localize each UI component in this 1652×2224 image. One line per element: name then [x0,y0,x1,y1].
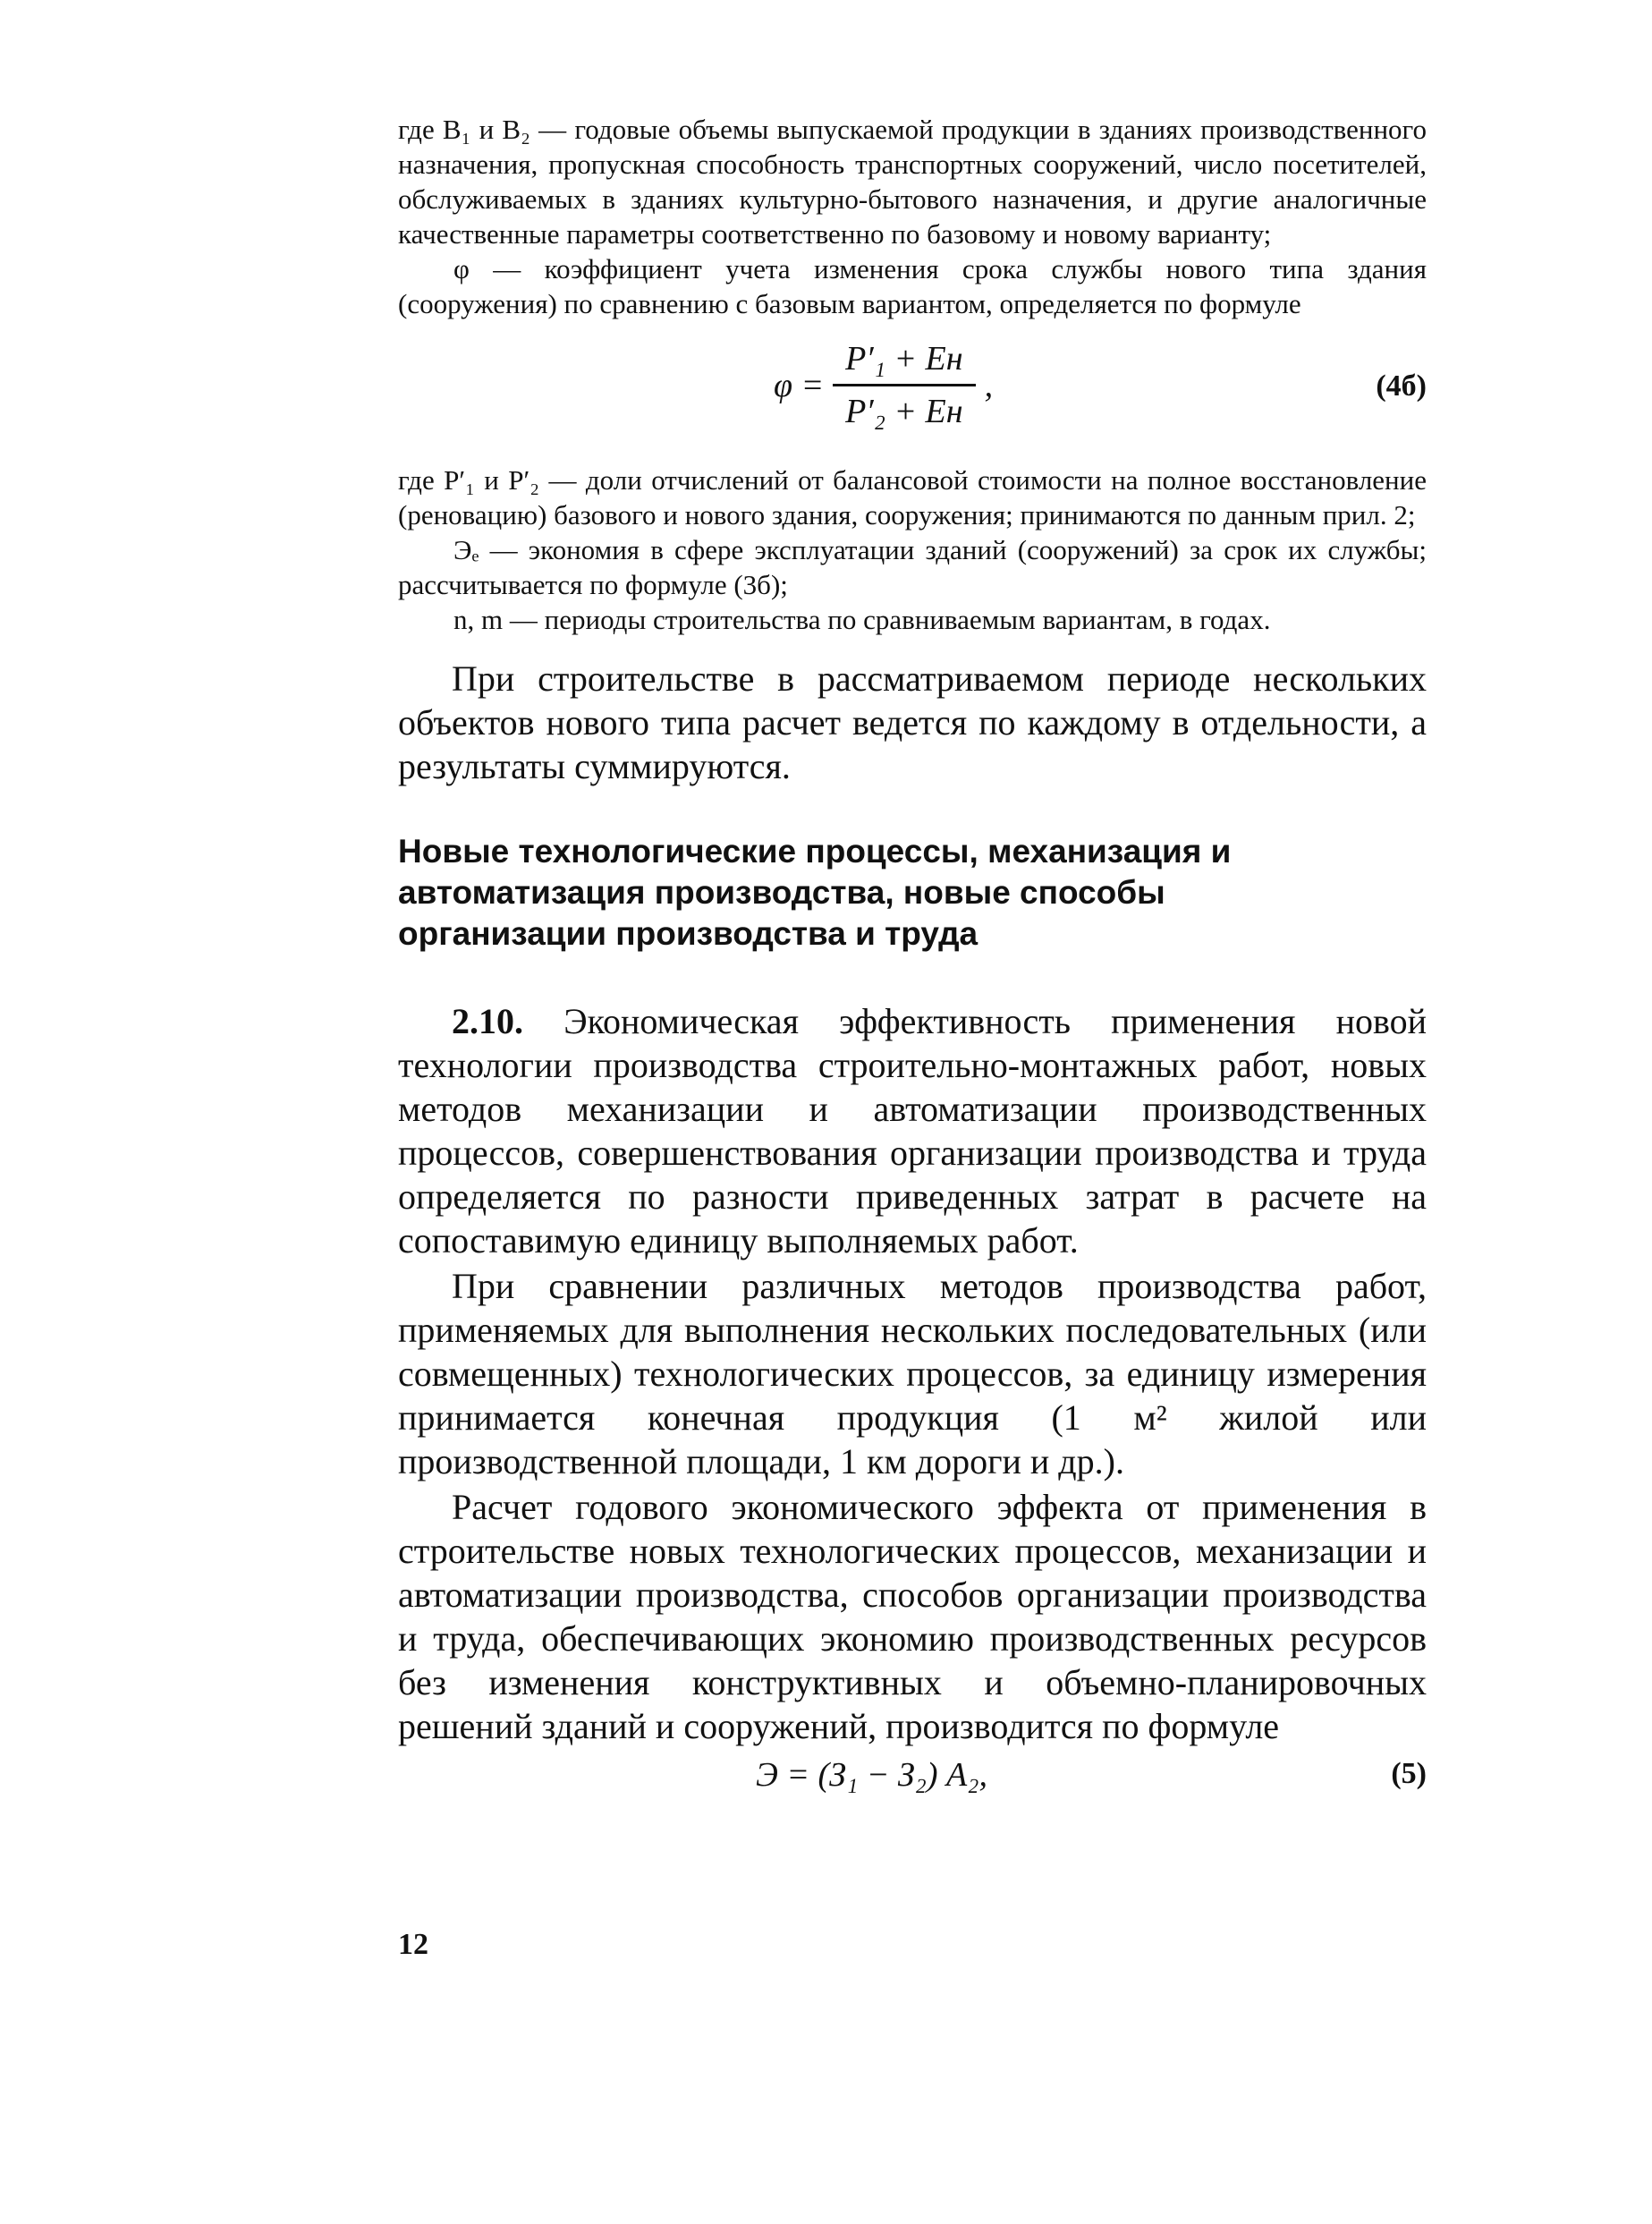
document-page [398,112,1427,1805]
definition-economy [398,532,1427,602]
paragraph-multiple-objects: При строительстве в рассматриваемом периоде нескольких объектов нового типа расчет ведется по каждому в отдельности, а результаты суммируются. [398,658,1427,786]
formula-fraction [833,339,975,431]
formula-expression [774,339,993,431]
definition-text: — экономия в сфере эксплуатации зданий (сооружений) за срок их службы; рассчитывается по формуле (3б); [398,534,1427,600]
paragraph-calculation: Расчет годового экономического эффекта от применения в строительстве новых технологических процессов, механизации и автоматизации производства, способов организации производства и труда, обеспечивающих экономию производственных ресурсов без изменения конструктивных и объемно-планировочных решений зданий и сооружений, производится по формуле [398,1487,1427,1746]
formula-numerator: P′₁ + Eн [833,339,975,386]
paragraph-2-10 [398,999,1427,1262]
paragraph-number: 2.10. [452,1001,523,1041]
formula-number: (5) [1391,1757,1427,1790]
section-heading: Новые технологические процессы, механизация и автоматизация производства, новые способы организации производства и труда [398,833,1232,952]
definition-term: Эₑ [453,534,479,565]
formula-denominator: P′₂ + Eн [845,393,963,430]
definition-text: — периоды строительства по сравниваемым вариантам, в годах. [509,604,1271,635]
paragraph-text: Экономическая эффективность применения новой технологии производства строительно-монтажных работ, новых методов механизации и автоматизации производственных процессов, совершенствования организации производства и труда определяется по разности приведенных затрат в расчете на сопоставимую единицу выполняемых работ. [398,1001,1427,1261]
formula-comma: , [984,366,994,404]
definition-periods [398,602,1427,637]
definition-phi [398,251,1427,321]
definition-text: — годовые объемы выпускаемой продукции в зданиях производственного назначения, пропускная способность транспортных сооружений, число посетителей, обслуживаемых в зданиях культурно-бытового назначения, и другие аналогичные качественные параметры соответственно по базовому и новому варианту; [398,114,1427,250]
definition-term: где B₁ и B₂ [398,114,530,145]
definition-term: n, m [453,604,504,635]
definition-term: φ [453,253,470,284]
formula-lhs: φ = [774,366,825,404]
definition-text: — коэффициент учета изменения срока службы нового типа здания (сооружения) по сравнению с базовым вариантом, определяется по формуле [398,253,1427,319]
formula-expression: Э = (З₁ − З₂) A₂, [756,1756,987,1794]
definition-text: — доли отчислений от балансовой стоимости на полное восстановление (реновацию) базового и нового здания, сооружения; принимаются по данным прил. 2; [398,464,1427,531]
definition-p1-p2 [398,463,1427,532]
definition-term: где P′₁ и P′₂ [398,464,540,496]
page-number: 12 [398,1928,428,1961]
formula-4b [398,330,1427,455]
formula-5 [398,1755,1427,1805]
definition-b1-b2 [398,112,1427,251]
paragraph-comparison: При сравнении различных методов производства работ, применяемых для выполнения нескольких последовательных (или совмещенных) технологических процессов, за единицу измерения принимается конечная продукция (1 м² жилой или производственной площади, 1 км дороги и др.). [398,1266,1427,1481]
formula-number: (4б) [1376,369,1427,403]
